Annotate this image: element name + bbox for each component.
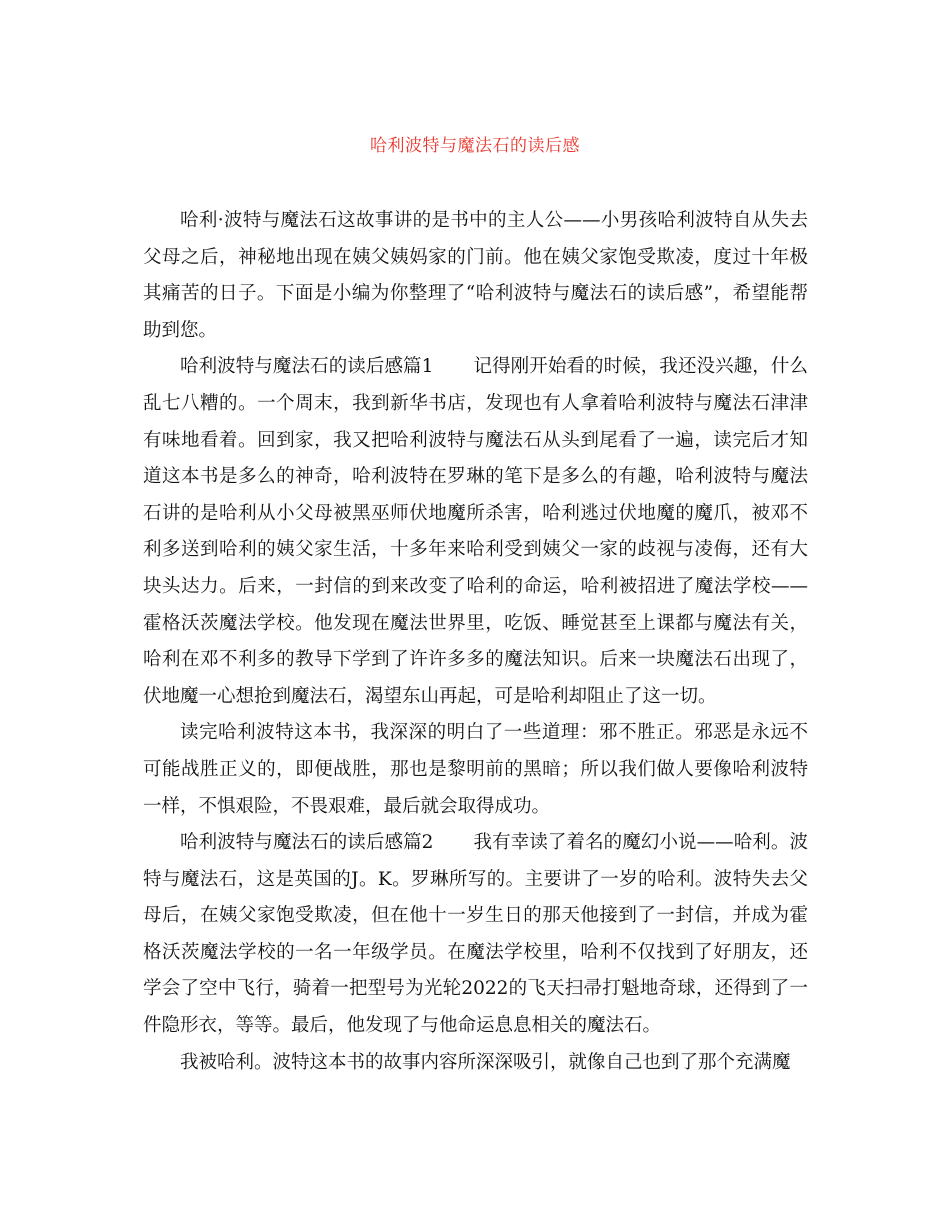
intro-paragraph bbox=[143, 203, 808, 349]
review-1-conclusion-paragraph bbox=[143, 715, 808, 825]
paragraph-text: 读完哈利波特这本书，我深深的明白了一些道理：邪不胜正。邪恶是永远不可能战胜正义的，即便战胜，那也是黎明前的黑暗；所以我们做人要像哈利波特一样，不惧艰险，不畏艰难，最后就会取得成功。 bbox=[143, 722, 808, 817]
paragraph-text: 记得刚开始看的时候，我还没兴趣，什么乱七八糟的。一个周末，我到新华书店，发现也有人拿着哈利波特与魔法石津津有味地看着。回到家，我又把哈利波特与魔法石从头到尾看了一遍，读完后才知道这本书是多么的神奇，哈利波特在罗琳的笔下是多么的有趣，哈利波特与魔法石讲的是哈利从小父母被黑巫师伏地魔所杀害，哈利逃过伏地魔的魔爪，被邓不利多送到哈利的姨父家生活，十多年来哈利受到姨父一家的歧视与凌侮，还有大块头达力。后来，一封信的到来改变了哈利的命运，哈利被招进了魔法学校——霍格沃茨魔法学校。他发现在魔法世界里，吃饭、睡觉甚至上课都与魔法有关，哈利在邓不利多的教导下学到了许许多多的魔法知识。后来一块魔法石出现了，伏地魔一心想抢到魔法石，渴望东山再起，可是哈利却阻止了这一切。 bbox=[143, 356, 808, 707]
paragraph-text: 我有幸读了着名的魔幻小说——哈利。波特与魔法石，这是英国的J。K。罗琳所写的。主要讲了一岁的哈利。波特失去父母后，在姨父家饱受欺凌，但在他十一岁生日的那天他接到了一封信，并成为霍格沃茨魔法学校的一名一年级学员。在魔法学校里，哈利不仅找到了好朋友，还学会了空中飞行，骑着一把型号为光轮2022的飞天扫帚打魁地奇球，还得到了一件隐形衣，等等。最后，他发现了与他命运息息相关的魔法石。 bbox=[143, 832, 808, 1037]
paragraph-text: 我被哈利。波特这本书的故事内容所深深吸引，就像自己也到了那个充满魔 bbox=[180, 1051, 791, 1073]
paragraph-text: 哈利·波特与魔法石这故事讲的是书中的主人公——小男孩哈利波特自从失去父母之后，神秘地出现在姨父姨妈家的门前。他在姨父家饱受欺凌，度过十年极其痛苦的日子。下面是小编为你整理了“哈利波特与魔法石的读后感”，希望能帮助到您。 bbox=[143, 210, 808, 341]
section-heading: 哈利波特与魔法石的读后感篇1 bbox=[180, 356, 434, 378]
review-2-paragraph bbox=[143, 825, 808, 1045]
document-body bbox=[143, 203, 808, 1081]
document-title: 哈利波特与魔法石的读后感 bbox=[370, 136, 580, 156]
section-heading: 哈利波特与魔法石的读后感篇2 bbox=[180, 832, 434, 854]
review-2-continuation-paragraph bbox=[143, 1045, 808, 1082]
review-1-paragraph bbox=[143, 349, 808, 715]
